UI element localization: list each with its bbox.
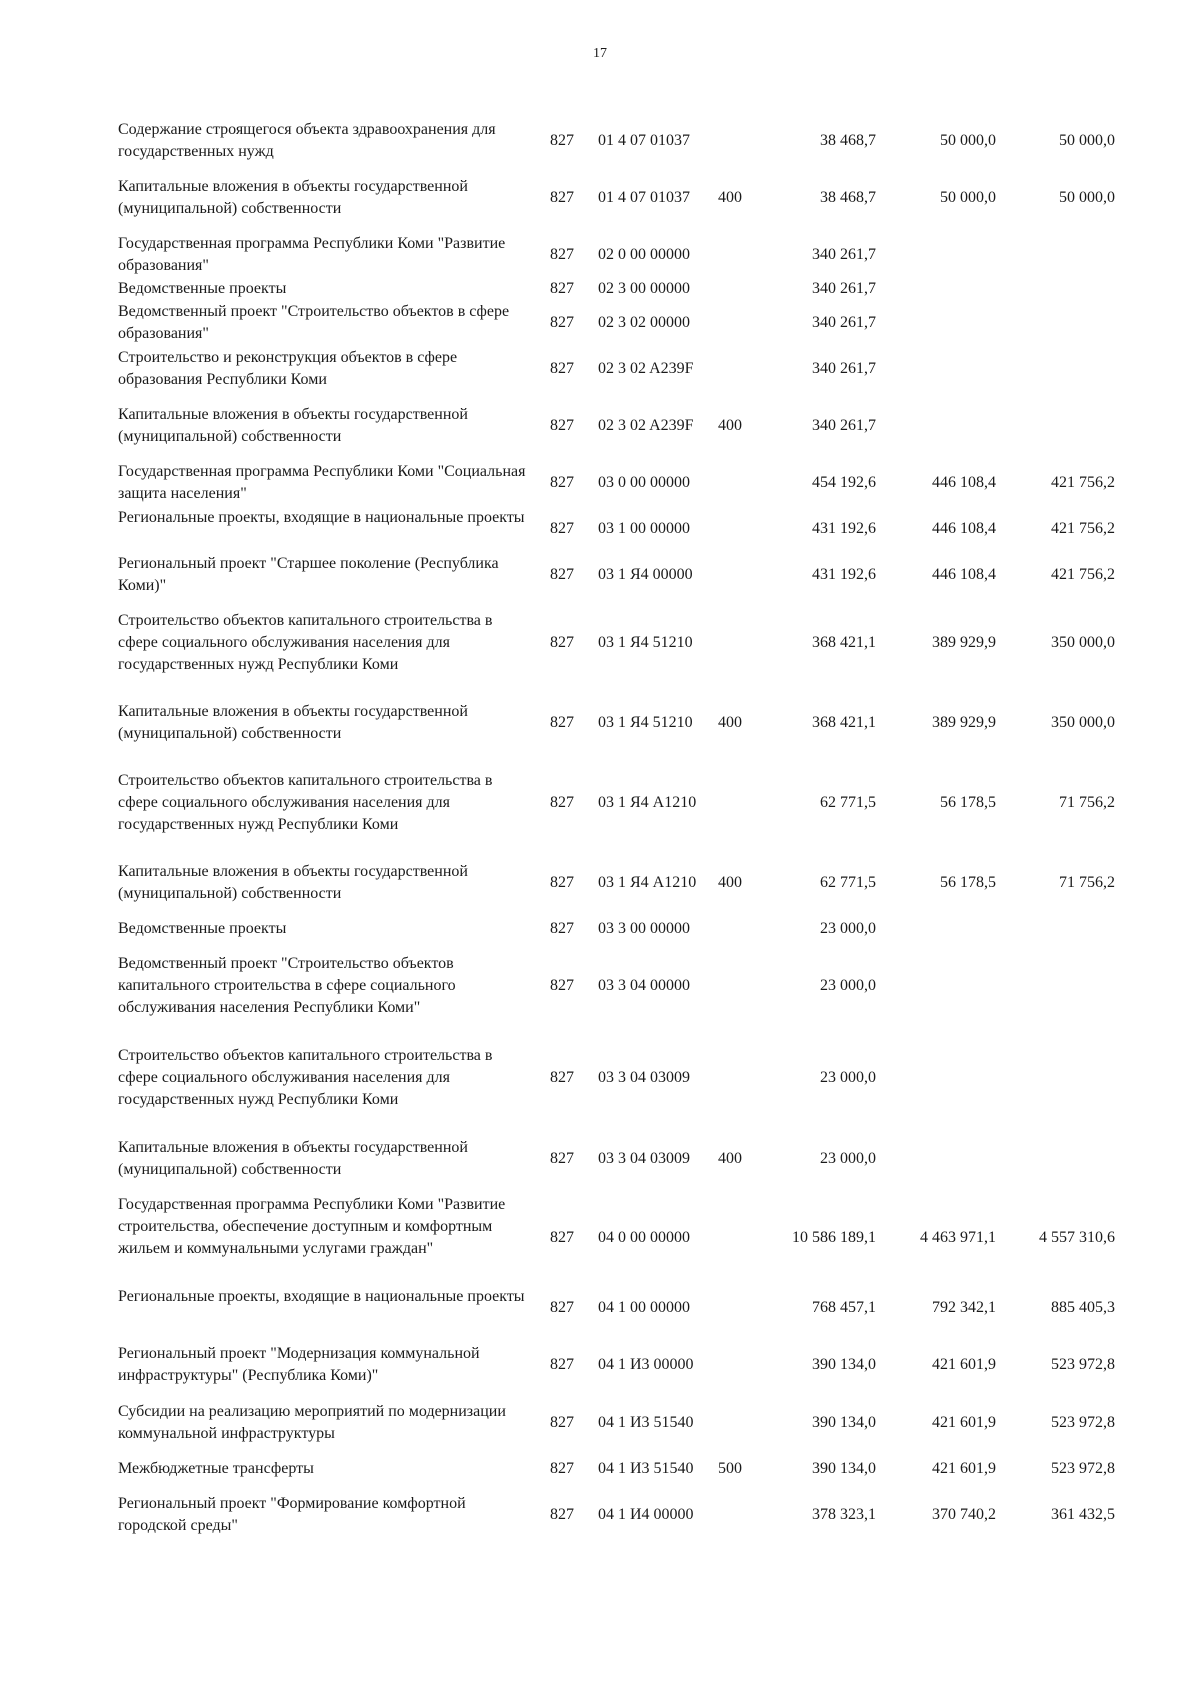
row-ministry-code: 827	[550, 360, 574, 377]
row-target-article: 03 1 Я4 А1210	[598, 874, 697, 891]
row-target-article: 04 1 И3 51540	[598, 1414, 694, 1431]
row-value-1: 368 421,1	[812, 634, 876, 651]
row-value-3	[1000, 918, 1115, 940]
row-value-1: 368 421,1	[812, 714, 876, 731]
row-expense-type	[718, 461, 758, 505]
row-target-article: 03 1 Я4 51210	[598, 714, 693, 731]
table-row	[0, 176, 1200, 220]
row-value-2	[880, 278, 996, 300]
row-value-2	[880, 918, 996, 940]
row-value-3: 71 756,2	[1059, 794, 1115, 811]
row-name: Строительство объектов капитального строительства в сфере социального обслуживания населения для государственных нужд Республики Коми	[118, 612, 493, 673]
table-row	[0, 233, 1200, 277]
row-ministry-code: 827	[550, 1460, 574, 1477]
row-target-article: 01 4 07 01037	[598, 189, 690, 206]
row-ministry-code: 827	[550, 132, 574, 149]
row-expense-type: 400	[718, 1150, 742, 1167]
row-expense-type	[718, 507, 758, 551]
table-row	[0, 1194, 1200, 1282]
row-value-3: 71 756,2	[1059, 874, 1115, 891]
row-expense-type	[718, 918, 758, 940]
row-ministry-code: 827	[550, 714, 574, 731]
row-expense-type: 400	[718, 417, 742, 434]
row-name: Строительство и реконструкция объектов в сфере образования Республики Коми	[118, 349, 458, 388]
row-value-1: 10 586 189,1	[792, 1229, 876, 1246]
row-value-2	[880, 1137, 996, 1181]
row-value-2	[880, 953, 996, 1019]
row-ministry-code: 827	[550, 314, 574, 331]
row-value-3	[1000, 404, 1115, 448]
row-name: Капитальные вложения в объекты государственной (муниципальной) собственности	[118, 703, 468, 742]
row-target-article: 04 1 И3 00000	[598, 1356, 694, 1373]
row-value-2: 50 000,0	[940, 132, 996, 149]
row-expense-type	[718, 770, 758, 836]
row-name: Содержание строящегося объекта здравоохранения для государственных нужд	[118, 121, 496, 160]
row-value-3: 885 405,3	[1051, 1299, 1115, 1316]
row-target-article: 03 1 00 00000	[598, 520, 690, 537]
row-value-1: 340 261,7	[812, 314, 876, 331]
row-name: Региональные проекты, входящие в национальные проекты	[118, 509, 525, 526]
row-value-2: 421 601,9	[932, 1356, 996, 1373]
row-target-article: 03 1 Я4 А1210	[598, 794, 697, 811]
row-expense-type	[718, 1194, 758, 1282]
row-value-1: 431 192,6	[812, 520, 876, 537]
row-value-1: 340 261,7	[812, 360, 876, 377]
row-ministry-code: 827	[550, 920, 574, 937]
row-name: Капитальные вложения в объекты государственной (муниципальной) собственности	[118, 178, 468, 217]
row-value-3: 50 000,0	[1059, 189, 1115, 206]
row-value-3: 350 000,0	[1051, 714, 1115, 731]
row-expense-type	[718, 1493, 758, 1537]
row-target-article: 03 3 04 00000	[598, 977, 690, 994]
row-expense-type	[718, 1343, 758, 1387]
row-target-article: 02 3 02 A239F	[598, 360, 694, 377]
row-ministry-code: 827	[550, 417, 574, 434]
row-ministry-code: 827	[550, 474, 574, 491]
row-value-1: 62 771,5	[820, 794, 876, 811]
row-value-3	[1000, 1045, 1115, 1111]
table-row	[0, 918, 1200, 940]
row-ministry-code: 827	[550, 634, 574, 651]
row-target-article: 03 3 00 00000	[598, 920, 690, 937]
page-number: 17	[593, 46, 607, 61]
table-row	[0, 953, 1200, 1019]
row-expense-type: 500	[718, 1460, 742, 1477]
row-name: Межбюджетные трансферты	[118, 1460, 314, 1477]
row-value-3: 421 756,2	[1051, 566, 1115, 583]
row-expense-type	[718, 553, 758, 597]
row-expense-type	[718, 301, 758, 345]
row-ministry-code: 827	[550, 1414, 574, 1431]
row-target-article: 03 1 Я4 51210	[598, 634, 693, 651]
row-value-1: 390 134,0	[812, 1460, 876, 1477]
row-ministry-code: 827	[550, 794, 574, 811]
table-row	[0, 347, 1200, 391]
row-value-1: 390 134,0	[812, 1414, 876, 1431]
row-target-article: 04 1 И3 51540	[598, 1460, 694, 1477]
row-value-2: 4 463 971,1	[920, 1229, 996, 1246]
row-value-3: 421 756,2	[1051, 520, 1115, 537]
row-expense-type	[718, 347, 758, 391]
row-target-article: 02 0 00 00000	[598, 246, 690, 263]
row-name: Субсидии на реализацию мероприятий по модернизации коммунальной инфраструктуры	[118, 1403, 506, 1442]
row-value-2: 370 740,2	[932, 1506, 996, 1523]
row-ministry-code: 827	[550, 1506, 574, 1523]
row-value-1: 340 261,7	[812, 280, 876, 297]
row-value-1: 23 000,0	[820, 1069, 876, 1086]
row-value-1: 431 192,6	[812, 566, 876, 583]
row-ministry-code: 827	[550, 520, 574, 537]
row-value-1: 454 192,6	[812, 474, 876, 491]
row-ministry-code: 827	[550, 1229, 574, 1246]
row-value-1: 62 771,5	[820, 874, 876, 891]
table-row	[0, 1286, 1200, 1330]
table-row	[0, 1343, 1200, 1387]
row-value-1: 390 134,0	[812, 1356, 876, 1373]
row-ministry-code: 827	[550, 874, 574, 891]
row-expense-type	[718, 119, 758, 163]
row-name: Государственная программа Республики Коми "Развитие образования"	[118, 235, 506, 274]
row-value-1: 378 323,1	[812, 1506, 876, 1523]
row-name: Ведомственные проекты	[118, 280, 287, 297]
row-value-2: 446 108,4	[932, 474, 996, 491]
row-target-article: 03 3 04 03009	[598, 1069, 690, 1086]
row-target-article: 02 3 02 00000	[598, 314, 690, 331]
row-name: Капитальные вложения в объекты государственной (муниципальной) собственности	[118, 406, 468, 445]
row-value-1: 768 457,1	[812, 1299, 876, 1316]
row-name: Государственная программа Республики Коми "Социальная защита населения"	[118, 463, 526, 502]
row-value-3	[1000, 278, 1115, 300]
table-row	[0, 119, 1200, 163]
row-name: Ведомственный проект "Строительство объектов в сфере образования"	[118, 303, 510, 342]
row-value-2	[880, 301, 996, 345]
row-value-3	[1000, 1137, 1115, 1181]
row-target-article: 02 3 00 00000	[598, 280, 690, 297]
row-ministry-code: 827	[550, 1069, 574, 1086]
table-row	[0, 507, 1200, 551]
row-expense-type: 400	[718, 714, 742, 731]
row-value-1: 23 000,0	[820, 977, 876, 994]
table-row	[0, 610, 1200, 676]
table-row	[0, 770, 1200, 836]
row-value-3: 523 972,8	[1051, 1356, 1115, 1373]
table-row	[0, 1137, 1200, 1181]
row-value-1: 23 000,0	[820, 1150, 876, 1167]
row-ministry-code: 827	[550, 566, 574, 583]
row-expense-type	[718, 233, 758, 277]
row-value-3: 50 000,0	[1059, 132, 1115, 149]
row-value-3: 421 756,2	[1051, 474, 1115, 491]
row-name: Региональные проекты, входящие в национальные проекты	[118, 1288, 525, 1305]
row-target-article: 02 3 02 A239F	[598, 417, 694, 434]
row-value-2: 389 929,9	[932, 714, 996, 731]
row-value-3	[1000, 953, 1115, 1019]
table-row	[0, 701, 1200, 745]
row-expense-type	[718, 953, 758, 1019]
row-expense-type	[718, 610, 758, 676]
row-value-3: 350 000,0	[1051, 634, 1115, 651]
row-expense-type	[718, 1045, 758, 1111]
row-name: Региональный проект "Модернизация коммунальной инфраструктуры" (Республика Коми)"	[118, 1345, 480, 1384]
row-name: Капитальные вложения в объекты государственной (муниципальной) собственности	[118, 1139, 468, 1178]
row-name: Региональный проект "Формирование комфортной городской среды"	[118, 1495, 466, 1534]
row-target-article: 03 3 04 03009	[598, 1150, 690, 1167]
row-value-2	[880, 233, 996, 277]
row-value-3	[1000, 301, 1115, 345]
row-expense-type	[718, 1286, 758, 1330]
row-name: Строительство объектов капитального строительства в сфере социального обслуживания населения для государственных нужд Республики Коми	[118, 772, 493, 833]
row-ministry-code: 827	[550, 1150, 574, 1167]
row-expense-type: 400	[718, 189, 742, 206]
table-row	[0, 1045, 1200, 1111]
table-row	[0, 553, 1200, 597]
row-target-article: 04 1 00 00000	[598, 1299, 690, 1316]
row-expense-type	[718, 1401, 758, 1445]
row-expense-type	[718, 278, 758, 300]
row-value-2: 421 601,9	[932, 1460, 996, 1477]
row-value-1: 38 468,7	[820, 132, 876, 149]
row-value-2: 792 342,1	[932, 1299, 996, 1316]
row-expense-type: 400	[718, 874, 742, 891]
row-name: Ведомственные проекты	[118, 920, 287, 937]
row-value-1: 340 261,7	[812, 246, 876, 263]
row-ministry-code: 827	[550, 1356, 574, 1373]
row-value-2: 446 108,4	[932, 566, 996, 583]
row-ministry-code: 827	[550, 246, 574, 263]
row-value-3: 523 972,8	[1051, 1414, 1115, 1431]
row-value-3: 4 557 310,6	[1039, 1229, 1115, 1246]
row-ministry-code: 827	[550, 1299, 574, 1316]
row-target-article: 04 1 И4 00000	[598, 1506, 694, 1523]
table-row	[0, 278, 1200, 300]
row-target-article: 03 1 Я4 00000	[598, 566, 693, 583]
row-name: Государственная программа Республики Коми "Развитие строительства, обеспечение доступным и комфортным жильем и коммунальными услугами граждан"	[118, 1196, 506, 1257]
row-ministry-code: 827	[550, 189, 574, 206]
row-name: Капитальные вложения в объекты государственной (муниципальной) собственности	[118, 863, 468, 902]
row-value-2	[880, 404, 996, 448]
table-row	[0, 1458, 1200, 1480]
row-value-3	[1000, 233, 1115, 277]
row-value-2: 446 108,4	[932, 520, 996, 537]
row-ministry-code: 827	[550, 280, 574, 297]
table-row	[0, 404, 1200, 448]
table-row	[0, 1493, 1200, 1537]
row-target-article: 04 0 00 00000	[598, 1229, 690, 1246]
row-value-2: 56 178,5	[940, 794, 996, 811]
row-value-2: 50 000,0	[940, 189, 996, 206]
row-value-1: 23 000,0	[820, 920, 876, 937]
row-value-1: 340 261,7	[812, 417, 876, 434]
row-value-2: 389 929,9	[932, 634, 996, 651]
row-value-1: 38 468,7	[820, 189, 876, 206]
table-row	[0, 461, 1200, 505]
row-value-2: 56 178,5	[940, 874, 996, 891]
table-row	[0, 301, 1200, 345]
row-name: Строительство объектов капитального строительства в сфере социального обслуживания населения для государственных нужд Республики Коми	[118, 1047, 493, 1108]
row-name: Ведомственный проект "Строительство объектов капитального строительства в сфере социального обслуживания населения Республики Коми"	[118, 955, 456, 1016]
row-target-article: 03 0 00 00000	[598, 474, 690, 491]
row-name: Региональный проект "Старшее поколение (Республика Коми)"	[118, 555, 499, 594]
row-value-2: 421 601,9	[932, 1414, 996, 1431]
row-value-3: 523 972,8	[1051, 1460, 1115, 1477]
row-ministry-code: 827	[550, 977, 574, 994]
table-row	[0, 861, 1200, 905]
table-row	[0, 1401, 1200, 1445]
row-target-article: 01 4 07 01037	[598, 132, 690, 149]
row-value-2	[880, 1045, 996, 1111]
row-value-3	[1000, 347, 1115, 391]
row-value-2	[880, 347, 996, 391]
row-value-3: 361 432,5	[1051, 1506, 1115, 1523]
